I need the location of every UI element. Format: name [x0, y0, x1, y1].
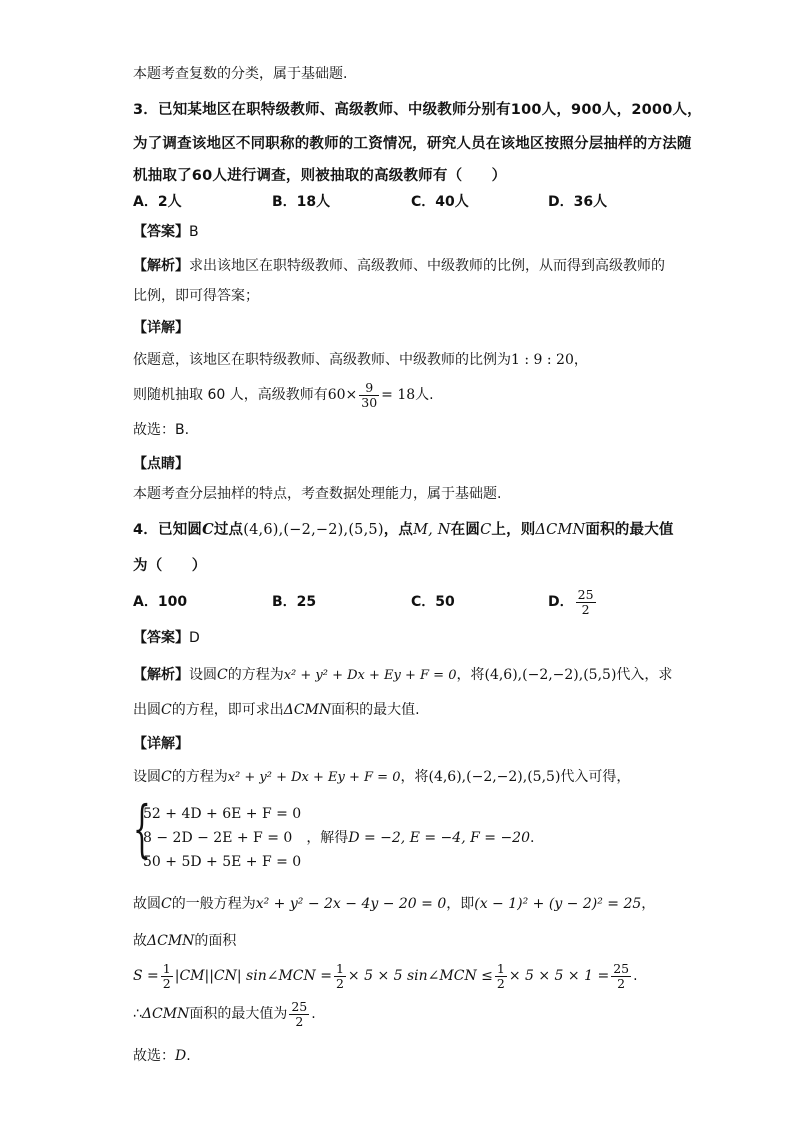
q-text: 在圆 [450, 522, 481, 538]
punct: ， [641, 896, 656, 912]
answer-value: B [189, 224, 199, 240]
text: 的一般方程为 [171, 896, 256, 912]
math: × 5 × 5 sin∠MCN ≤ [347, 968, 493, 984]
solution-math: D = −2, E = −4, F = −20 [348, 830, 530, 846]
option-d-label: D． [548, 594, 574, 610]
general-equation: x² + y² − 2x − 4y − 20 = 0 [255, 896, 447, 912]
punct: . [529, 830, 535, 846]
question-3-line-3: 机抽取了60人进行调查，则被抽取的高级教师有（ ） [133, 168, 507, 184]
general-equation-line [133, 894, 655, 914]
math: = 18 [381, 387, 416, 403]
equation-1: 52 + 4D + 6E + F = 0 [143, 806, 302, 822]
text: 面积的最大值. [331, 702, 420, 718]
therefore-symbol: ∴ [133, 1006, 142, 1022]
selection-line [133, 1046, 191, 1066]
analysis-line-1 [133, 256, 665, 276]
option-b: B．25 [272, 594, 317, 610]
question-3-line-2: 为了调查该地区不同职称的教师的工资情况，研究人员在该地区按照分层抽样的方法随 [133, 136, 692, 152]
standard-equation: (x − 1)² + (y − 2)² = 25 [474, 896, 642, 912]
denominator: 2 [335, 975, 344, 991]
numerator: 1 [335, 960, 344, 976]
fraction [359, 381, 379, 410]
fraction [611, 962, 631, 991]
detail-line-2 [133, 378, 434, 412]
option-a: A．100 [133, 594, 188, 610]
area-formula-line: S = $\frac{1}{2}$ |CM||CN| sin∠MCN = $\frac{1}{2}$ × 5 × 5 sin∠MCN ≤ $\frac{1}{2}$ × 5 × 5 × 1 = $\frac{25}{2}$ . [133, 960, 638, 991]
question-4-line-1 [133, 520, 674, 540]
detail-tag: 【详解】 [133, 320, 189, 336]
math-D: D [175, 1048, 187, 1064]
text: 的面积 [194, 933, 237, 949]
punct: 人. [415, 387, 434, 403]
analysis-tag: 【解析】 [133, 258, 189, 274]
math: |CM||CN| sin∠MCN = [174, 968, 332, 984]
math-triangle: ΔCMN [147, 933, 195, 949]
conclusion-line: ∴ΔCMN面积的最大值为 $\frac{25}{2}$ . [133, 998, 316, 1029]
fraction [289, 1000, 309, 1029]
math-MN: M, N [413, 522, 451, 538]
denominator: 2 [295, 1013, 304, 1029]
brace: { [133, 792, 151, 865]
ratio-math: 1 : 9 : 20 [511, 352, 574, 368]
punct: . [186, 1048, 191, 1064]
comment-line: 本题考查分层抽样的特点，考查数据处理能力，属于基础题. [133, 486, 502, 502]
math-C: C [161, 702, 172, 718]
analysis-text: 求出该地区在职特级教师、高级教师、中级教师的比例，从而得到高级教师的 [189, 258, 665, 274]
math: 60× [327, 387, 358, 403]
text: ，将 [456, 667, 485, 683]
text: 设圆 [189, 667, 217, 683]
text: 故选： [133, 1048, 175, 1064]
denominator: 2 [496, 975, 505, 991]
option-b: B．18人 [272, 194, 331, 210]
area-line [133, 931, 236, 951]
denominator: 30 [361, 394, 378, 410]
math-triangle: ΔCMN [535, 522, 586, 538]
fraction [334, 962, 346, 991]
text: 代入可得， [560, 769, 631, 785]
equation-3: 50 + 5D + 5E + F = 0 [143, 854, 302, 870]
math-C: C [161, 896, 172, 912]
text: ，即 [446, 896, 475, 912]
math: × 5 × 5 × 1 = [508, 968, 610, 984]
analysis-line-2: 比例，即可得答案； [133, 288, 259, 304]
fraction [161, 962, 173, 991]
numerator: 1 [496, 960, 505, 976]
text: 面积的最大值为 [189, 1006, 288, 1022]
equation-2-text: 8 − 2D − 2E + F = 0 [143, 830, 293, 846]
comment-tag: 【点睛】 [133, 456, 189, 472]
text: 的方程为 [227, 667, 284, 683]
math-triangle: ΔCMN [283, 702, 332, 718]
punct: ， [573, 352, 588, 368]
question-4-line-2: 为（ ） [133, 558, 207, 574]
denominator: 2 [162, 975, 171, 991]
points-math: (4,6),(−2,−2),(5,5) [428, 769, 561, 785]
fraction [495, 962, 507, 991]
numerator: 1 [162, 960, 171, 976]
answer-line [133, 628, 200, 648]
text: 出圆 [133, 702, 161, 718]
option-c: C．40人 [411, 194, 469, 210]
detail-text: 则随机抽取 60 人，高级教师有 [133, 387, 328, 403]
text-line: 本题考查复数的分类，属于基础题. [133, 66, 348, 82]
text: 故 [133, 933, 147, 949]
option-a: A．2人 [133, 194, 182, 210]
question-3-line-1: 3．已知某地区在职特级教师、高级教师、中级教师分别有100人，900人，2000人， [133, 102, 702, 118]
denominator: 2 [617, 975, 626, 991]
math-triangle: ΔCMN [141, 1006, 190, 1022]
detail-tag: 【详解】 [133, 736, 189, 752]
q-text: ，点 [383, 522, 414, 538]
text: 故圆 [133, 896, 161, 912]
numerator: 9 [359, 381, 379, 396]
text: 的方程，即可求出 [171, 702, 284, 718]
numerator: 25 [291, 998, 308, 1014]
selection-line: 故选：B. [133, 422, 190, 438]
text: 代入，求 [616, 667, 673, 683]
fraction [576, 588, 596, 617]
numerator: 25 [613, 960, 630, 976]
detail-line-1 [133, 767, 630, 788]
analysis-line-2 [133, 700, 420, 720]
equation-2 [143, 828, 534, 848]
analysis-line-1 [133, 665, 672, 686]
option-d [548, 583, 598, 621]
q-text: 上，则 [491, 522, 536, 538]
answer-tag: 【答案】 [133, 630, 189, 646]
circle-equation: x² + y² + Dx + Ey + F = 0 [227, 770, 401, 785]
text: ，将 [400, 769, 429, 785]
math: S = [133, 968, 159, 984]
q-text: 面积的最大值 [585, 522, 674, 538]
answer-value: D [189, 630, 200, 646]
equation-system [133, 792, 693, 874]
solve-text: ，解得 [306, 830, 349, 846]
text: 设圆 [133, 769, 161, 785]
denominator: 2 [581, 601, 590, 617]
text: 的方程为 [171, 769, 228, 785]
q-text: 4．已知圆 [133, 522, 203, 538]
numerator: 25 [577, 586, 594, 602]
detail-line-1 [133, 350, 588, 370]
answer-line [133, 222, 199, 242]
circle-equation: x² + y² + Dx + Ey + F = 0 [283, 668, 457, 683]
math-C: C [217, 667, 228, 683]
analysis-tag: 【解析】 [133, 667, 189, 683]
points-math: (4,6),(−2,−2),(5,5) [484, 667, 617, 683]
answer-tag: 【答案】 [133, 224, 189, 240]
math-C: C [202, 521, 214, 538]
option-d: D．36人 [548, 194, 608, 210]
q-text: 过点 [213, 522, 244, 538]
points-math: (4,6),(−2,−2),(5,5) [243, 522, 384, 538]
option-c: C．50 [411, 594, 455, 610]
math-C: C [480, 522, 492, 538]
detail-text: 依题意，该地区在职特级教师、高级教师、中级教师的比例为 [133, 352, 511, 368]
math-C: C [161, 769, 172, 785]
